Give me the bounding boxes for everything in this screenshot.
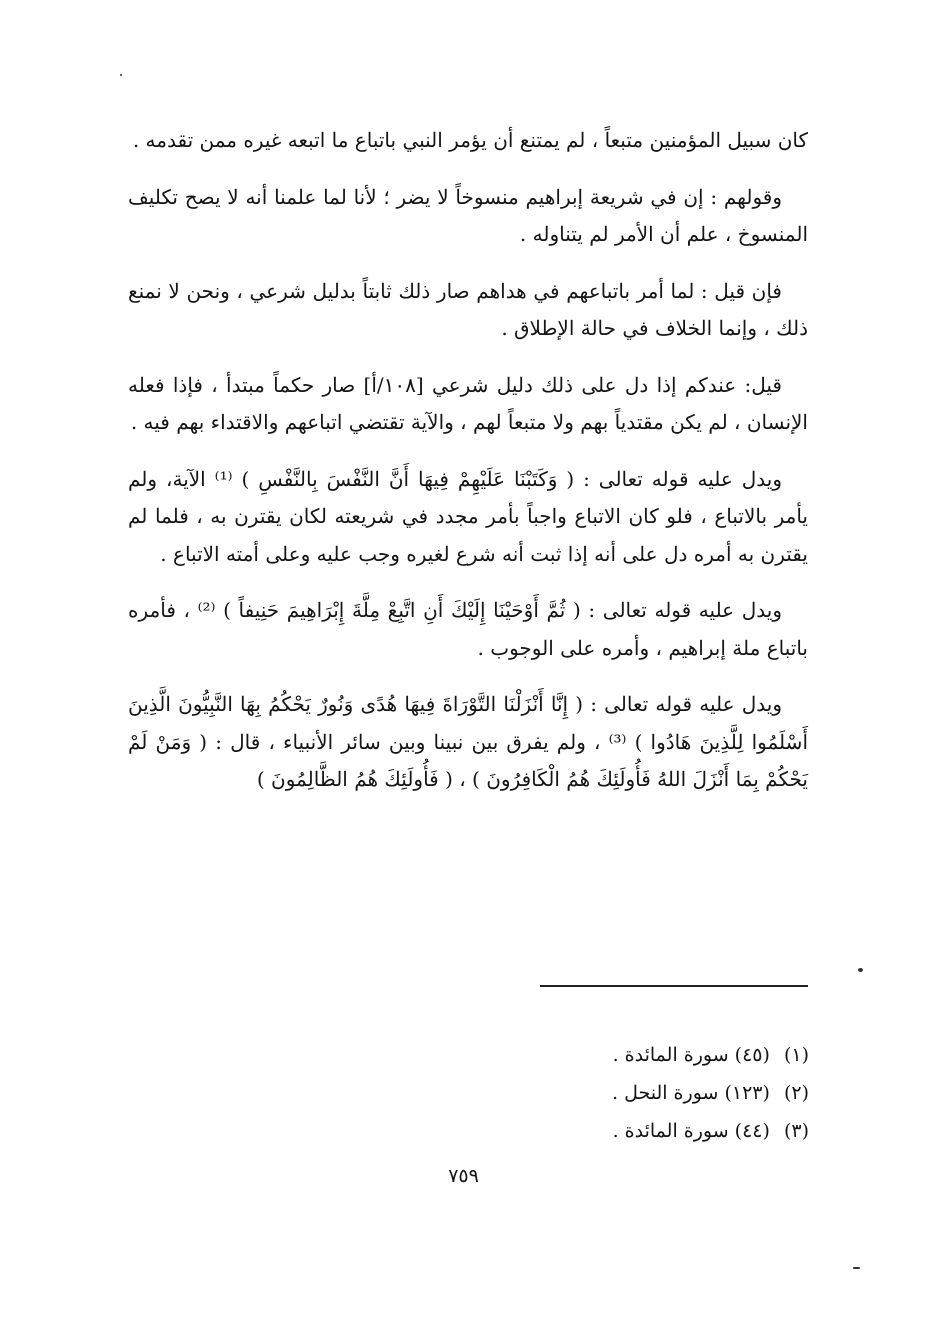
scan-speck [120, 74, 122, 76]
footnote-number: (١) [783, 1044, 809, 1066]
page-number: ٧٥٩ [448, 1165, 479, 1187]
paragraph: فإن قيل : لما أمر باتباعهم في هداهم صار ذلك ثابتاً بدليل شرعي ، ونحن لا نمنع ذلك ، وإنما الخلاف في حالة الإطلاق . [128, 278, 808, 340]
footnotes [489, 1036, 809, 1150]
body-text [128, 122, 808, 818]
paragraph: وقولهم : إن في شريعة إبراهيم منسوخاً لا يضر ؛ لأنا لما علمنا أنه لا يصح تكليف المنسوخ ، علم أن الأمر لم يتناوله . [128, 184, 808, 246]
footnote [489, 1074, 809, 1112]
scan-speck [858, 968, 863, 972]
footnote-text: (٤٥) سورة المائدة . [612, 1044, 770, 1066]
paragraph: ويدل عليه قوله تعالى : ( ثُمَّ أَوْحَيْنَا إِلَيْكَ أَنِ اتَّبِعْ مِلَّةَ إِبْرَاهِيمَ حَنِيفاً ) ⁽²⁾ ، فأمره باتباع ملة إبراهيم ، وأمره على الوجوب . [128, 598, 808, 660]
paragraph: قيل: عندكم إذا دل على ذلك دليل شرعي [١٠٨/أ] صار حكماً مبتدأ ، فإذا فعله الإنسان ، لم يكن مقتدياً بهم ولا متبعاً لهم ، والآية تقتضي اتباعهم والاقتداء بهم فيه . [128, 372, 808, 434]
footnote-text: (٤٤) سورة المائدة . [612, 1120, 770, 1142]
footnote [489, 1112, 809, 1150]
paragraph: ويدل عليه قوله تعالى : ( إِنَّا أَنْزَلْنَا التَّوْرَاةَ فِيهَا هُدًى وَنُورٌ يَحْكُمُ بِهَا النَّبِيُّونَ الَّذِينَ أَسْلَمُوا لِلَّذِينَ هَادُوا ) ⁽³⁾ ، ولم يفرق بين نبينا وبين سائر الأنبياء ، قال : ( وَمَنْ لَمْ يَحْكُمْ بِمَا أَنْزَلَ اللهُ فَأُولَئِكَ هُمُ الْكَافِرُونَ ) ، ( فَأُولَئِكَ هُمُ الظَّالِمُونَ ) [128, 692, 808, 791]
footnote-number: (٣) [783, 1120, 809, 1142]
footnote [489, 1036, 809, 1074]
footnote-separator [540, 985, 808, 987]
footnote-text: (١٢٣) سورة النحل . [611, 1082, 770, 1104]
paragraph: كان سبيل المؤمنين متبعاً ، لم يمتنع أن يؤمر النبي باتباع ما اتبعه غيره ممن تقدمه . [132, 128, 808, 152]
scan-speck [853, 1267, 860, 1269]
footnote-number: (٢) [783, 1082, 809, 1104]
paragraph: ويدل عليه قوله تعالى : ( وَكَتَبْنَا عَلَيْهِمْ فِيهَا أَنَّ النَّفْسَ بِالنَّفْسِ ) ⁽¹⁾ الآية، ولم يأمر بالاتباع ، فلو كان الاتباع واجباً بأمر مجدد في شريعته لكان يقترن به ، فلما لم يقترن به أمره دل على أنه إذا ثبت أنه شرع لغيره وجب عليه وعلى أمته الاتباع . [128, 466, 808, 566]
